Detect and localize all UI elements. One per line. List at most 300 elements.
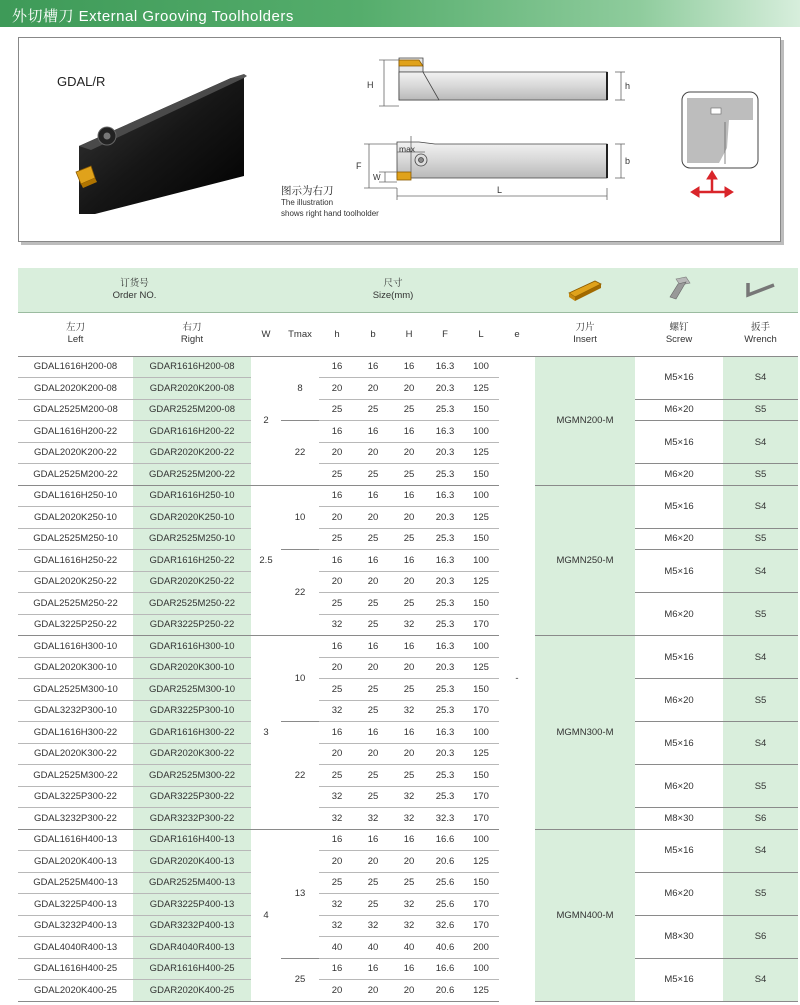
- dim-W-label: W: [373, 173, 381, 182]
- F-value: 40.6: [427, 937, 463, 959]
- top-view-drawing: [379, 58, 625, 106]
- L-value: 100: [463, 722, 499, 744]
- h-value: 20: [319, 657, 355, 679]
- H-value: 16: [391, 485, 427, 507]
- wrench-value: S4: [723, 421, 798, 464]
- table-row: [18, 421, 798, 443]
- b-value: 16: [355, 421, 391, 443]
- table-row: [18, 958, 798, 980]
- page-title: 外切槽刀 External Grooving Toolholders: [12, 8, 294, 25]
- table-row: [18, 399, 798, 421]
- F-value: 16.3: [427, 636, 463, 658]
- left-order-no: GDAL2525M200-08: [18, 399, 133, 421]
- insert-cn: 刀片: [575, 322, 595, 333]
- col-L: L: [463, 312, 499, 356]
- F-value: 32.6: [427, 915, 463, 937]
- h-value: 16: [319, 829, 355, 851]
- h-value: 20: [319, 851, 355, 873]
- table-row: [18, 722, 798, 744]
- caption-en-1: The illustration: [281, 198, 334, 207]
- Tmax-value: 8: [281, 356, 319, 421]
- screw-value: M5×16: [635, 636, 723, 679]
- L-value: 125: [463, 851, 499, 873]
- cutoff-direction-icon: [691, 171, 733, 197]
- H-value: 25: [391, 593, 427, 615]
- b-value: 25: [355, 528, 391, 550]
- F-value: 20.6: [427, 851, 463, 873]
- W-value: 2.5: [251, 485, 281, 636]
- left-order-no: GDAL3225P250-22: [18, 614, 133, 636]
- dim-max-label: max: [399, 144, 416, 154]
- H-value: 16: [391, 421, 427, 443]
- h-value: 20: [319, 507, 355, 529]
- left-order-no: GDAL1616H200-22: [18, 421, 133, 443]
- size-header: [251, 268, 535, 312]
- wrench-value: S6: [723, 915, 798, 958]
- right-order-no: GDAR1616H300-22: [133, 722, 251, 744]
- h-value: 25: [319, 464, 355, 486]
- L-value: 125: [463, 442, 499, 464]
- wrench-value: S5: [723, 593, 798, 636]
- right-order-no: GDAR2020K250-22: [133, 571, 251, 593]
- H-value: 20: [391, 442, 427, 464]
- H-value: 32: [391, 786, 427, 808]
- col-h: h: [319, 312, 355, 356]
- b-value: 20: [355, 378, 391, 400]
- left-order-no: GDAL2020K300-10: [18, 657, 133, 679]
- insert-value: MGMN250-M: [535, 485, 635, 636]
- H-value: 20: [391, 507, 427, 529]
- left-order-no: GDAL2020K200-08: [18, 378, 133, 400]
- L-value: 150: [463, 679, 499, 701]
- table-row: [18, 872, 798, 894]
- right-order-no: GDAR1616H200-08: [133, 356, 251, 378]
- F-value: 25.6: [427, 872, 463, 894]
- b-value: 20: [355, 657, 391, 679]
- model-label: GDAL/R: [57, 74, 106, 89]
- left-order-no: GDAL4040R400-13: [18, 937, 133, 959]
- col-screw: [635, 312, 723, 356]
- wrench-value: S5: [723, 679, 798, 722]
- h-value: 16: [319, 356, 355, 378]
- screw-en: Screw: [665, 334, 693, 345]
- left-order-no: GDAL3232P300-10: [18, 700, 133, 722]
- left-order-no: GDAL2525M400-13: [18, 872, 133, 894]
- H-value: 16: [391, 636, 427, 658]
- table-row: [18, 915, 798, 937]
- h-value: 20: [319, 378, 355, 400]
- H-value: 32: [391, 915, 427, 937]
- dim-L-label: L: [497, 185, 503, 195]
- right-order-no: GDAR1616H250-22: [133, 550, 251, 572]
- right-order-no: GDAR1616H400-13: [133, 829, 251, 851]
- right-en: Right: [180, 334, 204, 345]
- right-order-no: GDAR3225P400-13: [133, 894, 251, 916]
- L-value: 170: [463, 915, 499, 937]
- right-order-no: GDAR2020K250-10: [133, 507, 251, 529]
- b-value: 20: [355, 980, 391, 1002]
- left-order-no: GDAL2020K400-25: [18, 980, 133, 1002]
- size-cn: 尺寸: [383, 277, 403, 289]
- h-value: 16: [319, 958, 355, 980]
- b-value: 16: [355, 722, 391, 744]
- L-value: 100: [463, 550, 499, 572]
- wrench-value: S4: [723, 829, 798, 872]
- wrench-value: S4: [723, 958, 798, 1001]
- H-value: 25: [391, 464, 427, 486]
- L-value: 170: [463, 700, 499, 722]
- H-value: 16: [391, 550, 427, 572]
- b-value: 20: [355, 571, 391, 593]
- insert-value: MGMN200-M: [535, 356, 635, 485]
- left-order-no: GDAL2525M300-10: [18, 679, 133, 701]
- b-value: 25: [355, 765, 391, 787]
- col-wrench: [723, 312, 798, 356]
- wrench-value: S5: [723, 464, 798, 486]
- F-value: 16.6: [427, 958, 463, 980]
- b-value: 20: [355, 743, 391, 765]
- b-value: 16: [355, 356, 391, 378]
- b-value: 25: [355, 786, 391, 808]
- F-value: 16.3: [427, 356, 463, 378]
- L-value: 100: [463, 421, 499, 443]
- wrench-value: S5: [723, 872, 798, 915]
- H-value: 32: [391, 614, 427, 636]
- H-value: 25: [391, 765, 427, 787]
- left-order-no: GDAL1616H300-22: [18, 722, 133, 744]
- right-order-no: GDAR2525M400-13: [133, 872, 251, 894]
- F-value: 16.3: [427, 485, 463, 507]
- h-value: 16: [319, 722, 355, 744]
- F-value: 20.3: [427, 571, 463, 593]
- L-value: 170: [463, 786, 499, 808]
- b-value: 25: [355, 894, 391, 916]
- F-value: 20.6: [427, 980, 463, 1002]
- wrench-value: S4: [723, 485, 798, 528]
- L-value: 150: [463, 593, 499, 615]
- right-order-no: GDAR2525M200-08: [133, 399, 251, 421]
- screw-value: M5×16: [635, 356, 723, 399]
- H-value: 16: [391, 958, 427, 980]
- wrench-value: S4: [723, 722, 798, 765]
- L-value: 170: [463, 614, 499, 636]
- wrench-value: S6: [723, 808, 798, 830]
- h-value: 16: [319, 421, 355, 443]
- L-value: 150: [463, 765, 499, 787]
- h-value: 16: [319, 636, 355, 658]
- right-order-no: GDAR3232P300-22: [133, 808, 251, 830]
- b-value: 16: [355, 829, 391, 851]
- L-value: 150: [463, 872, 499, 894]
- H-value: 20: [391, 980, 427, 1002]
- h-value: 32: [319, 614, 355, 636]
- table-row: [18, 636, 798, 658]
- h-value: 25: [319, 872, 355, 894]
- H-value: 25: [391, 872, 427, 894]
- left-order-no: GDAL2525M250-22: [18, 593, 133, 615]
- Tmax-value: 25: [281, 958, 319, 1001]
- h-value: 25: [319, 399, 355, 421]
- b-value: 40: [355, 937, 391, 959]
- h-value: 32: [319, 915, 355, 937]
- screw-value: M5×16: [635, 829, 723, 872]
- left-order-no: GDAL1616H250-22: [18, 550, 133, 572]
- right-cn: 右刀: [182, 322, 202, 333]
- wrench-value: S5: [723, 399, 798, 421]
- right-order-no: GDAR3225P300-10: [133, 700, 251, 722]
- insert-value: MGMN400-M: [535, 829, 635, 1001]
- L-value: 125: [463, 657, 499, 679]
- h-value: 25: [319, 679, 355, 701]
- col-H: H: [391, 312, 427, 356]
- right-order-no: GDAR2020K400-25: [133, 980, 251, 1002]
- right-order-no: GDAR2020K400-13: [133, 851, 251, 873]
- screw-value: M8×30: [635, 808, 723, 830]
- left-order-no: GDAL3225P400-13: [18, 894, 133, 916]
- F-value: 16.6: [427, 829, 463, 851]
- L-value: 100: [463, 958, 499, 980]
- right-order-no: GDAR2525M250-10: [133, 528, 251, 550]
- col-b: b: [355, 312, 391, 356]
- screw-value: M5×16: [635, 722, 723, 765]
- dim-b-label: b: [625, 156, 631, 166]
- col-right: [133, 312, 251, 356]
- b-value: 25: [355, 872, 391, 894]
- h-value: 25: [319, 528, 355, 550]
- left-cn: 左刀: [65, 322, 85, 333]
- h-value: 20: [319, 571, 355, 593]
- b-value: 25: [355, 700, 391, 722]
- left-order-no: GDAL3232P300-22: [18, 808, 133, 830]
- title-bar: [0, 0, 800, 27]
- screw-value: M5×16: [635, 421, 723, 464]
- Tmax-value: 22: [281, 421, 319, 486]
- b-value: 20: [355, 851, 391, 873]
- L-value: 100: [463, 829, 499, 851]
- left-order-no: GDAL1616H400-25: [18, 958, 133, 980]
- H-value: 20: [391, 378, 427, 400]
- table-row: [18, 550, 798, 572]
- wrench-cn: 扳手: [751, 322, 771, 333]
- b-value: 16: [355, 485, 391, 507]
- b-value: 16: [355, 958, 391, 980]
- right-order-no: GDAR3225P250-22: [133, 614, 251, 636]
- screw-value: M8×30: [635, 915, 723, 958]
- screw-value: M6×20: [635, 399, 723, 421]
- table-row: [18, 464, 798, 486]
- screw-value: M6×20: [635, 679, 723, 722]
- wrench-value: S4: [723, 636, 798, 679]
- right-order-no: GDAR2525M250-22: [133, 593, 251, 615]
- b-value: 20: [355, 442, 391, 464]
- h-value: 20: [319, 442, 355, 464]
- L-value: 150: [463, 528, 499, 550]
- F-value: 25.3: [427, 700, 463, 722]
- screw-cn: 螺钉: [669, 322, 689, 333]
- W-value: 2: [251, 356, 281, 485]
- screw-value: M6×20: [635, 872, 723, 915]
- H-value: 16: [391, 722, 427, 744]
- H-value: 25: [391, 679, 427, 701]
- L-value: 125: [463, 507, 499, 529]
- wrench-value: S4: [723, 550, 798, 593]
- right-order-no: GDAR2525M300-10: [133, 679, 251, 701]
- e-value: -: [515, 673, 519, 685]
- L-value: 100: [463, 356, 499, 378]
- H-value: 40: [391, 937, 427, 959]
- Tmax-value: 22: [281, 550, 319, 636]
- h-value: 32: [319, 786, 355, 808]
- screw-value: M5×16: [635, 958, 723, 1001]
- h-value: 32: [319, 894, 355, 916]
- col-F: F: [427, 312, 463, 356]
- screw-value: M6×20: [635, 528, 723, 550]
- F-value: 25.3: [427, 464, 463, 486]
- col-insert: [535, 312, 635, 356]
- dim-H-label: H: [367, 80, 374, 90]
- right-order-no: GDAR1616H250-10: [133, 485, 251, 507]
- screw-icon-cell: [635, 268, 723, 312]
- right-order-no: GDAR1616H400-25: [133, 958, 251, 980]
- F-value: 25.3: [427, 765, 463, 787]
- h-value: 25: [319, 765, 355, 787]
- F-value: 16.3: [427, 421, 463, 443]
- col-Tmax: Tmax: [281, 312, 319, 356]
- toolholder-drawings: [19, 38, 782, 243]
- F-value: 25.3: [427, 593, 463, 615]
- H-value: 20: [391, 743, 427, 765]
- L-value: 150: [463, 399, 499, 421]
- right-order-no: GDAR2020K200-22: [133, 442, 251, 464]
- F-value: 20.3: [427, 657, 463, 679]
- table-row: [18, 808, 798, 830]
- insert-icon-cell: [535, 268, 635, 312]
- left-order-no: GDAL2020K250-22: [18, 571, 133, 593]
- F-value: 16.3: [427, 550, 463, 572]
- F-value: 25.3: [427, 679, 463, 701]
- Tmax-value: 10: [281, 485, 319, 550]
- L-value: 125: [463, 571, 499, 593]
- screw-icon: [662, 275, 696, 301]
- dim-F-label: F: [356, 161, 362, 171]
- right-order-no: GDAR3225P300-22: [133, 786, 251, 808]
- F-value: 25.3: [427, 528, 463, 550]
- right-order-no: GDAR2525M300-22: [133, 765, 251, 787]
- W-value: 4: [251, 829, 281, 1001]
- right-order-no: GDAR2020K300-22: [133, 743, 251, 765]
- spec-table: [18, 268, 798, 1002]
- col-W: W: [251, 312, 281, 356]
- L-value: 170: [463, 808, 499, 830]
- F-value: 25.3: [427, 399, 463, 421]
- col-left: [18, 312, 133, 356]
- L-value: 100: [463, 636, 499, 658]
- F-value: 20.3: [427, 507, 463, 529]
- right-order-no: GDAR1616H300-10: [133, 636, 251, 658]
- figure-caption: [281, 186, 379, 219]
- col-e: e: [499, 312, 535, 356]
- H-value: 25: [391, 399, 427, 421]
- screw-value: M6×20: [635, 593, 723, 636]
- H-value: 20: [391, 851, 427, 873]
- left-order-no: GDAL1616H250-10: [18, 485, 133, 507]
- F-value: 25.3: [427, 614, 463, 636]
- b-value: 25: [355, 464, 391, 486]
- dim-h-label: h: [625, 81, 631, 91]
- L-value: 100: [463, 485, 499, 507]
- L-value: 125: [463, 980, 499, 1002]
- H-value: 25: [391, 528, 427, 550]
- cutoff-detail-drawing: [682, 92, 758, 168]
- h-value: 40: [319, 937, 355, 959]
- h-value: 32: [319, 700, 355, 722]
- b-value: 25: [355, 679, 391, 701]
- h-value: 25: [319, 593, 355, 615]
- order-no-header: [18, 268, 251, 312]
- table-row: [18, 829, 798, 851]
- F-value: 25.6: [427, 894, 463, 916]
- order-en: Order NO.: [112, 289, 157, 301]
- right-order-no: GDAR3232P400-13: [133, 915, 251, 937]
- L-value: 150: [463, 464, 499, 486]
- b-value: 25: [355, 593, 391, 615]
- table-row: [18, 765, 798, 787]
- F-value: 20.3: [427, 378, 463, 400]
- screw-value: M6×20: [635, 765, 723, 808]
- left-order-no: GDAL3232P400-13: [18, 915, 133, 937]
- wrench-en: Wrench: [744, 334, 777, 345]
- L-value: 170: [463, 894, 499, 916]
- F-value: 32.3: [427, 808, 463, 830]
- b-value: 16: [355, 550, 391, 572]
- spec-table-body: [18, 356, 798, 1001]
- right-order-no: GDAR4040R400-13: [133, 937, 251, 959]
- L-value: 125: [463, 743, 499, 765]
- wrench-icon: [742, 275, 780, 301]
- left-order-no: GDAL1616H400-13: [18, 829, 133, 851]
- insert-value: MGMN300-M: [535, 636, 635, 830]
- table-row: [18, 679, 798, 701]
- b-value: 16: [355, 636, 391, 658]
- Tmax-value: 22: [281, 722, 319, 830]
- caption-cn: 图示为右刀: [281, 185, 334, 197]
- Tmax-value: 10: [281, 636, 319, 722]
- screw-value: M6×20: [635, 464, 723, 486]
- wrench-icon-cell: [723, 268, 798, 312]
- F-value: 20.3: [427, 442, 463, 464]
- F-value: 25.3: [427, 786, 463, 808]
- Tmax-value: 13: [281, 829, 319, 958]
- right-order-no: GDAR1616H200-22: [133, 421, 251, 443]
- table-row: [18, 528, 798, 550]
- left-en: Left: [67, 334, 84, 345]
- insert-en: Insert: [573, 334, 597, 345]
- H-value: 20: [391, 657, 427, 679]
- screw-value: M5×16: [635, 485, 723, 528]
- h-value: 16: [319, 485, 355, 507]
- b-value: 25: [355, 614, 391, 636]
- wrench-value: S5: [723, 528, 798, 550]
- left-order-no: GDAL2020K250-10: [18, 507, 133, 529]
- F-value: 20.3: [427, 743, 463, 765]
- left-order-no: GDAL2525M250-10: [18, 528, 133, 550]
- H-value: 32: [391, 808, 427, 830]
- b-value: 32: [355, 915, 391, 937]
- order-cn: 订货号: [120, 277, 149, 289]
- L-value: 200: [463, 937, 499, 959]
- H-value: 16: [391, 356, 427, 378]
- left-order-no: GDAL1616H200-08: [18, 356, 133, 378]
